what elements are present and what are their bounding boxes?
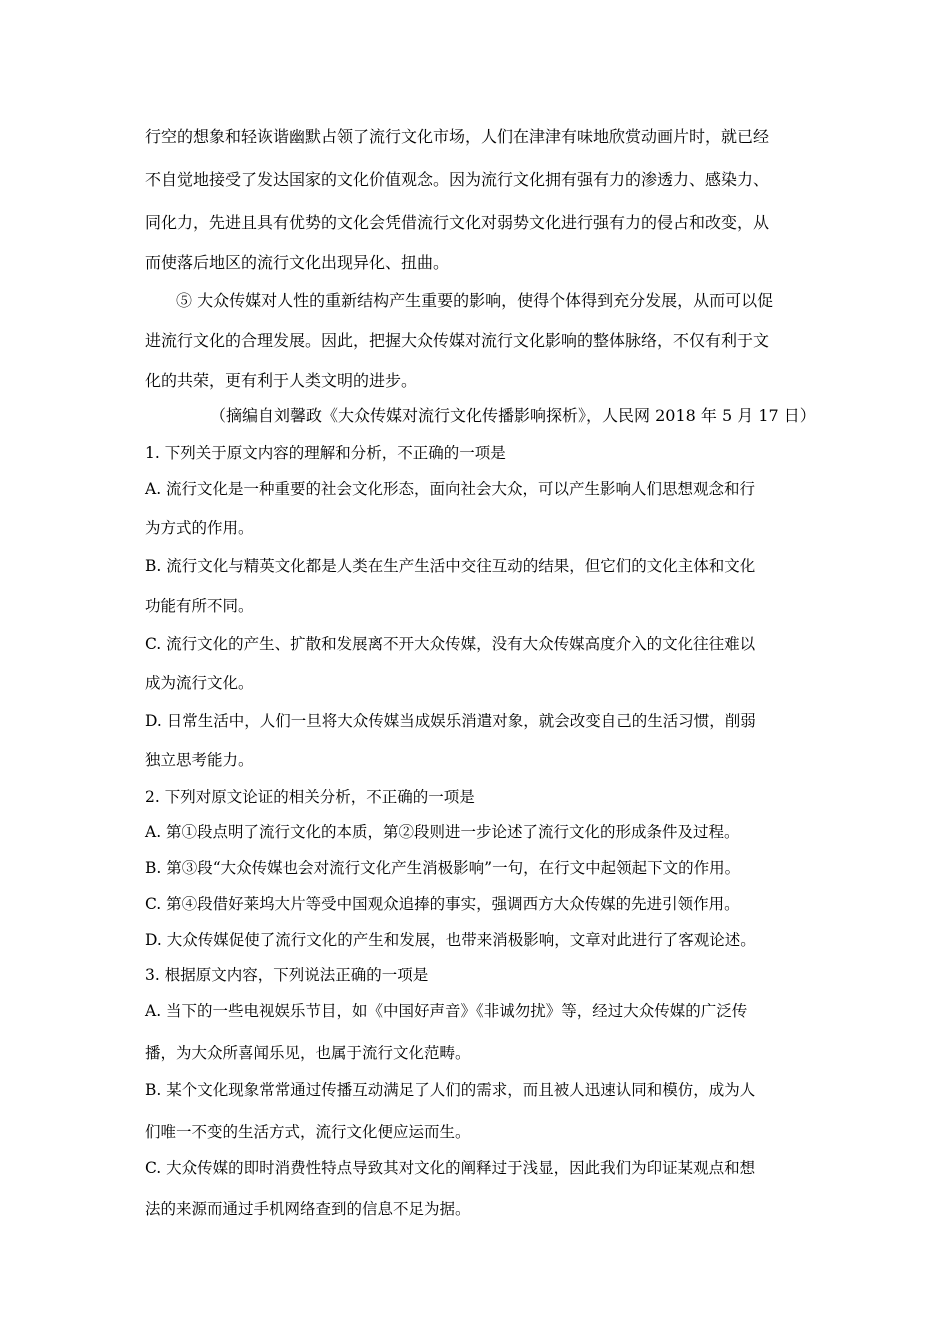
q2-option-a: A. 第①段点明了流行文化的本质，第②段则进一步论述了流行文化的形成条件及过程。 <box>145 823 740 841</box>
passage-line: ⑤ 大众传媒对人性的重新结构产生重要的影响，使得个体得到充分发展，从而可以促 <box>176 291 774 310</box>
passage-line: 而使落后地区的流行文化出现异化、扭曲。 <box>145 253 450 272</box>
q3-option-c: C. 大众传媒的即时消费性特点导致其对文化的阐释过于浅显，因此我们为印证某观点和想 <box>145 1159 756 1177</box>
q1-option-c-cont: 成为流行文化。 <box>145 674 254 692</box>
passage-line: 化的共荣，更有利于人类文明的进步。 <box>145 371 418 390</box>
passage-line: 行空的想象和轻诙谐幽默占领了流行文化市场，人们在津津有味地欣赏动画片时，就已经 <box>145 127 770 146</box>
passage-line: 同化力，先进且具有优势的文化会凭借流行文化对弱势文化进行强有力的侵占和改变，从 <box>145 213 770 232</box>
q3-option-a: A. 当下的一些电视娱乐节目，如《中国好声音》《非诚勿扰》等，经过大众传媒的广泛传 <box>145 1002 748 1020</box>
q1-option-d: D. 日常生活中，人们一旦将大众传媒当成娱乐消遣对象，就会改变自己的生活习惯，削弱 <box>145 712 756 730</box>
q1-option-b: B. 流行文化与精英文化都是人类在生产生活中交往互动的结果，但它们的文化主体和文化 <box>145 557 756 575</box>
q3-option-c-cont: 法的来源而通过手机网络查到的信息不足为据。 <box>145 1200 471 1218</box>
q2-option-c: C. 第④段借好莱坞大片等受中国观众追捧的事实，强调西方大众传媒的先进引领作用。 <box>145 895 740 913</box>
q3-option-a-cont: 播，为大众所喜闻乐见，也属于流行文化范畴。 <box>145 1044 471 1062</box>
question-3-stem: 3. 根据原文内容，下列说法正确的一项是 <box>145 966 429 984</box>
q1-option-c: C. 流行文化的产生、扩散和发展离不开大众传媒，没有大众传媒高度介入的文化往往难以 <box>145 635 756 653</box>
question-1-stem: 1. 下列关于原文内容的理解和分析，不正确的一项是 <box>145 444 506 462</box>
q1-option-a: A. 流行文化是一种重要的社会文化形态，面向社会大众，可以产生影响人们思想观念和行 <box>145 480 756 498</box>
q1-option-d-cont: 独立思考能力。 <box>145 751 254 769</box>
q1-option-a-cont: 为方式的作用。 <box>145 519 254 537</box>
q3-option-b: B. 某个文化现象常常通过传播互动满足了人们的需求，而且被人迅速认同和模仿，成为人 <box>145 1081 756 1099</box>
question-2-stem: 2. 下列对原文论证的相关分析，不正确的一项是 <box>145 788 475 806</box>
source-citation: （摘编自刘馨政《大众传媒对流行文化传播影响探析》，人民网 2018 年 5 月 17 日） <box>210 406 816 425</box>
q2-option-b: B. 第③段“大众传媒也会对流行文化产生消极影响”一句，在行文中起领起下文的作用。 <box>145 859 741 877</box>
passage-line: 进流行文化的合理发展。因此，把握大众传媒对流行文化影响的整体脉络，不仅有利于文 <box>145 331 770 350</box>
q2-option-d: D. 大众传媒促使了流行文化的产生和发展，也带来消极影响，文章对此进行了客观论述。 <box>145 931 756 949</box>
passage-line: 不自觉地接受了发达国家的文化价值观念。因为流行文化拥有强有力的渗透力、感染力、 <box>145 170 770 189</box>
q1-option-b-cont: 功能有所不同。 <box>145 597 254 615</box>
q3-option-b-cont: 们唯一不变的生活方式，流行文化便应运而生。 <box>145 1123 471 1141</box>
